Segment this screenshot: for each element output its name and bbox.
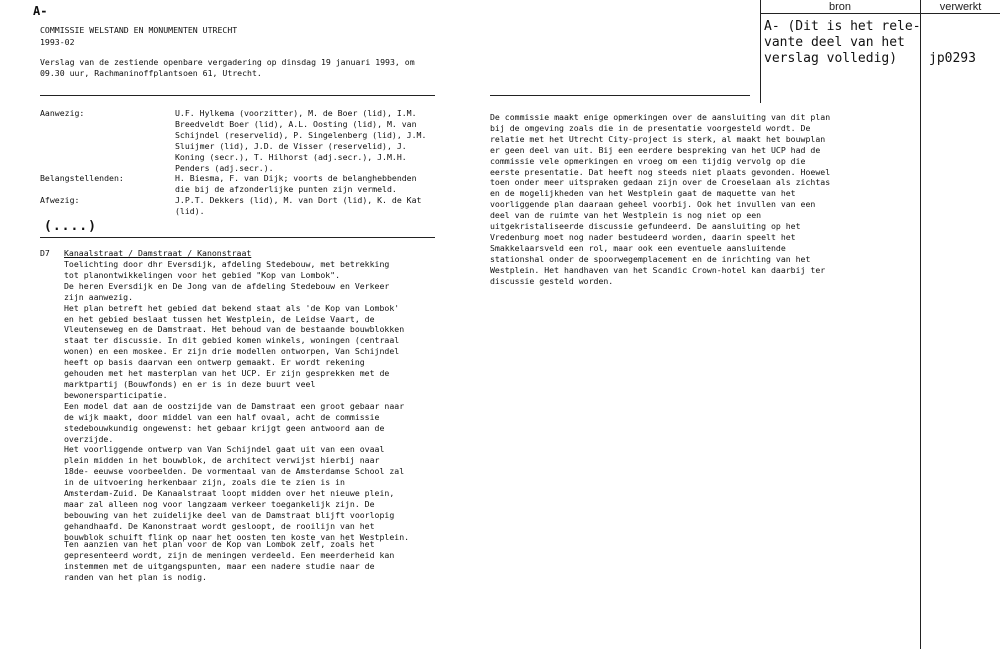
- body-line: randen van het plan is nodig.: [64, 571, 207, 582]
- body-line: commissie vele opmerkingen en vroeg om een tijdig vervolg op die: [490, 155, 806, 166]
- present-line: Sluijmer (lid), J.D. de Visser (reservelid), J.: [175, 140, 407, 151]
- body-line: marktpartij (Bouwfonds) en er is in deze buurt veel: [64, 378, 316, 389]
- document-code: 1993-02: [40, 37, 75, 47]
- body-line: voorliggende plan daaraan geheel voorbij. Ook het invullen van een: [490, 199, 816, 210]
- column-header-verwerkt: verwerkt: [939, 1, 982, 13]
- verwerkt-value: jp0293: [929, 51, 976, 66]
- subject-line: 09.30 uur, Rachmaninoffplantsoen 61, Utrecht.: [40, 67, 262, 78]
- body-line: maar zal alleen nog voor langzaam verkeer toegankelijk zijn. De: [64, 498, 375, 509]
- item-body-right: [490, 112, 830, 287]
- body-line: bebouwing van het zuidelijke deel van de Damstraat blijft voorlopig: [64, 509, 395, 520]
- present-list: [175, 108, 426, 173]
- body-line: gehandhaafd. De Kanonstraat wordt gesloopt, de rooilijn van het: [64, 520, 375, 531]
- section-mark: A-: [33, 4, 48, 18]
- subject-block: [40, 57, 415, 79]
- body-line: heeft op basis daarvan een ontwerp gemaakt. Er wordt rekening: [64, 357, 365, 368]
- body-line: en het gebied beslaat tussen het Westplein, de Leidse Vaart, de: [64, 313, 375, 324]
- body-line: De heren Eversdijk en De Jong van de afdeling Stedebouw en Verkeer: [64, 280, 390, 291]
- item-number: D7: [40, 248, 50, 258]
- body-line: Vleutenseweg en de Damstraat. Het behoud van de bestaande bouwblokken: [64, 324, 405, 335]
- bron-note-line: vante deel van het: [764, 35, 905, 50]
- body-line: bij de omgeving zoals die in de presentatie voorgesteld wordt. De: [490, 122, 811, 133]
- body-line: en de mogelijkheden van het Westplein gaat de maquette van het: [490, 188, 796, 199]
- body-line: wonen) en een moskee. Er zijn drie modellen ontworpen, Van Schijndel: [64, 346, 400, 357]
- present-line: Breedveldt Boer (lid), A.L. Oosting (lid), M. van: [175, 118, 417, 129]
- body-line: toen onder meer uitspraken gedaan zijn over de Croeselaan als zichtas: [490, 177, 831, 188]
- bron-note-line: verslag volledig): [764, 51, 898, 66]
- body-line: gepresenteerd wordt, zijn de meningen verdeeld. Een meerderheid kan: [64, 549, 395, 560]
- bron-note: [764, 19, 921, 67]
- body-line: eerste presentatie. Dat heeft nog steeds niet plaats gevonden. Hoewel: [490, 166, 831, 177]
- panel-column-divider: [920, 0, 921, 649]
- panel-header-rule: [760, 13, 1000, 14]
- absent-list: [175, 195, 421, 217]
- body-line: stationshal onder de spoorwegemplacement en de inrichting van het: [490, 253, 811, 264]
- present-line: U.F. Hylkema (voorzitter), M. de Boer (lid), I.M.: [175, 108, 417, 118]
- present-line: Penders (adj.secr.).: [175, 162, 274, 173]
- stakeholders-line: die bij de afzonderlijke punten zijn vermeld.: [175, 183, 397, 194]
- body-line: Het voorliggende ontwerp van Van Schijndel gaat uit van een ovaal: [64, 444, 385, 455]
- bron-note-line: A- (Dit is het rele-: [764, 19, 921, 34]
- omission-mark: (....): [44, 219, 97, 234]
- body-line: staat ter discussie. In dit gebied komen winkels, woningen (centraal: [64, 335, 400, 346]
- header-rule-left: [40, 95, 435, 96]
- body-line: in de uitvoering herkenbaar zijn, zoals die te zien is in: [64, 477, 345, 488]
- present-line: Koning (secr.), T. Hilhorst (adj.secr.), J.M.H.: [175, 151, 407, 162]
- panel-left-border: [760, 0, 761, 103]
- body-line: Smakkelaarsveld een rol, maar ook een eventuele aansluitende: [490, 242, 786, 253]
- item-title: Kanaalstraat / Damstraat / Kanonstraat: [64, 248, 252, 258]
- present-line: Schijndel (reservelid), P. Singelenberg (lid), J.M.: [175, 129, 427, 140]
- body-line: tot planontwikkelingen voor het gebied "Kop van Lombok".: [64, 269, 341, 280]
- body-line: Het plan betreft het gebied dat bekend staat als 'de Kop van Lombok': [64, 302, 400, 313]
- item-body-left-2: [64, 539, 394, 583]
- body-line: Een model dat aan de oostzijde van de Damstraat een groot gebaar naar: [64, 400, 405, 411]
- body-line: 18de- eeuwse voorbeelden. De vormentaal van de Amsterdamse School zal: [64, 466, 405, 477]
- absent-line: (lid).: [175, 205, 205, 216]
- present-label: Aanwezig:: [40, 108, 85, 118]
- body-line: de wijk maakt, door middel van een half ovaal, acht de commissie: [64, 411, 380, 422]
- body-line: discussie gesteld worden.: [490, 275, 614, 286]
- absent-line: J.P.T. Dekkers (lid), M. van Dort (lid), K. de Kat: [175, 195, 422, 205]
- body-line: relatie met het Utrecht City-project is sterk, al maakt het bouwplan: [490, 133, 826, 144]
- subject-line: Verslag van de zestiende openbare vergadering op dinsdag 19 januari 1993, om: [40, 57, 415, 67]
- stakeholders-line: H. Biesma, F. van Dijk; voorts de belanghebbenden: [175, 173, 417, 183]
- stakeholders-list: [175, 173, 417, 195]
- body-line: De commissie maakt enige opmerkingen over de aansluiting van dit plan: [490, 112, 831, 122]
- absent-label: Afwezig:: [40, 195, 80, 205]
- body-line: uitgekristaliseerde discussie gefundeerd. De aansluiting op het: [490, 221, 801, 232]
- body-line: zijn aanwezig.: [64, 291, 134, 302]
- item-body-left: [64, 259, 409, 543]
- body-line: Amsterdam-Zuid. De Kanaalstraat loopt midden over het nieuwe plein,: [64, 488, 395, 499]
- organization-name: COMMISSIE WELSTAND EN MONUMENTEN UTRECHT: [40, 25, 238, 35]
- section-rule: [40, 237, 435, 238]
- body-line: er geen deel van uit. Bij een eerdere bespreking van het UCP had de: [490, 144, 821, 155]
- body-line: bouwblok schuift flink op naar het oosten ten koste van het Westplein.: [64, 531, 410, 542]
- body-line: Vredenburg moet nog nader bestudeerd worden, daarin speelt het: [490, 231, 796, 242]
- body-line: stedebouwkundig ongewenst: het gebaar krijgt geen antwoord aan de: [64, 422, 385, 433]
- stakeholders-label: Belangstellenden:: [40, 173, 124, 183]
- body-line: Ten aanzien van het plan voor de Kop van Lombok zelf, zoals het: [64, 539, 375, 549]
- body-line: gehouden met het masterplan van het UCP. Er zijn gesprekken met de: [64, 368, 390, 379]
- body-line: deel van de ruimte van het Westplein is nog niet op een: [490, 210, 762, 221]
- column-header-bron: bron: [828, 1, 852, 13]
- body-line: Westplein. Het handhaven van het Scandic Crown-hotel kan daarbij ter: [490, 264, 826, 275]
- body-line: Toelichting door dhr Eversdijk, afdeling Stedebouw, met betrekking: [64, 259, 390, 269]
- header-rule-right: [490, 95, 750, 96]
- body-line: bewonersparticipatie.: [64, 389, 168, 400]
- body-line: overzijde.: [64, 433, 114, 444]
- body-line: plein midden in het bouwblok, de architect verwijst hierbij naar: [64, 455, 380, 466]
- body-line: instemmen met de uitgangspunten, maar een nadere studie naar de: [64, 560, 375, 571]
